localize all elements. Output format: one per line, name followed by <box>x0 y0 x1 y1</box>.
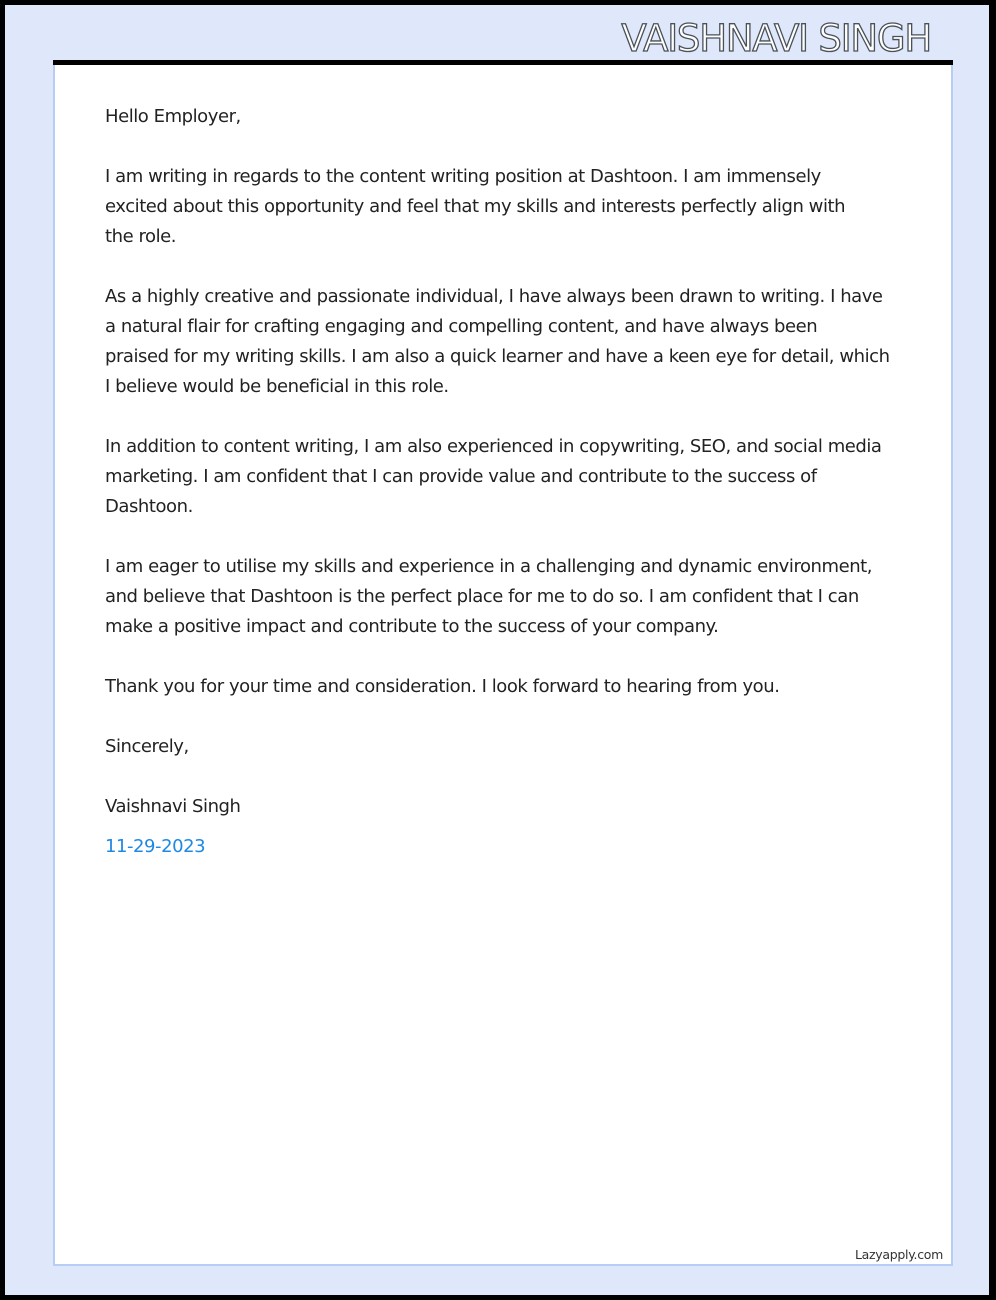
paragraph-line: make a positive impact and contribute to the success of your company. <box>105 616 719 637</box>
paragraph-line: praised for my writing skills. I am also a quick learner and have a keen eye for detail, which <box>105 346 890 367</box>
paragraph-experience <box>105 432 905 522</box>
paragraph-line: marketing. I am confident that I can provide value and contribute to the success of <box>105 466 817 487</box>
greeting: Hello Employer, <box>105 106 241 127</box>
letter-date: 11-29-2023 <box>105 836 206 857</box>
paragraph-line: Dashtoon. <box>105 496 193 517</box>
paragraph-thanks <box>105 672 905 702</box>
signature-name: Vaishnavi Singh <box>105 796 241 817</box>
paragraph-line: As a highly creative and passionate individual, I have always been drawn to writing. I have <box>105 286 883 307</box>
document-frame <box>5 5 989 1295</box>
cover-letter-body <box>105 102 905 862</box>
paragraph-line: the role. <box>105 226 177 247</box>
applicant-name-heading: VAISHNAVI SINGH <box>621 17 931 60</box>
paragraph-line: excited about this opportunity and feel that my skills and interests perfectly align with <box>105 196 846 217</box>
paragraph-line: I am writing in regards to the content writing position at Dashtoon. I am immensely <box>105 166 821 187</box>
lazyapply-watermark: Lazyapply.com <box>855 1247 943 1262</box>
paragraph-line: I believe would be beneficial in this role. <box>105 376 449 397</box>
paragraph-line: In addition to content writing, I am also experienced in copywriting, SEO, and social media <box>105 436 882 457</box>
paragraph-skills <box>105 282 905 402</box>
letter-page <box>53 65 953 1266</box>
paragraph-line: I am eager to utilise my skills and experience in a challenging and dynamic environment, <box>105 556 873 577</box>
paragraph-intro <box>105 162 905 252</box>
paragraph-line: and believe that Dashtoon is the perfect place for me to do so. I am confident that I can <box>105 586 859 607</box>
paragraph-line: Thank you for your time and consideration. I look forward to hearing from you. <box>105 676 780 697</box>
closing: Sincerely, <box>105 736 189 757</box>
paragraph-motivation <box>105 552 905 642</box>
paragraph-line: a natural flair for crafting engaging and compelling content, and have always been <box>105 316 818 337</box>
